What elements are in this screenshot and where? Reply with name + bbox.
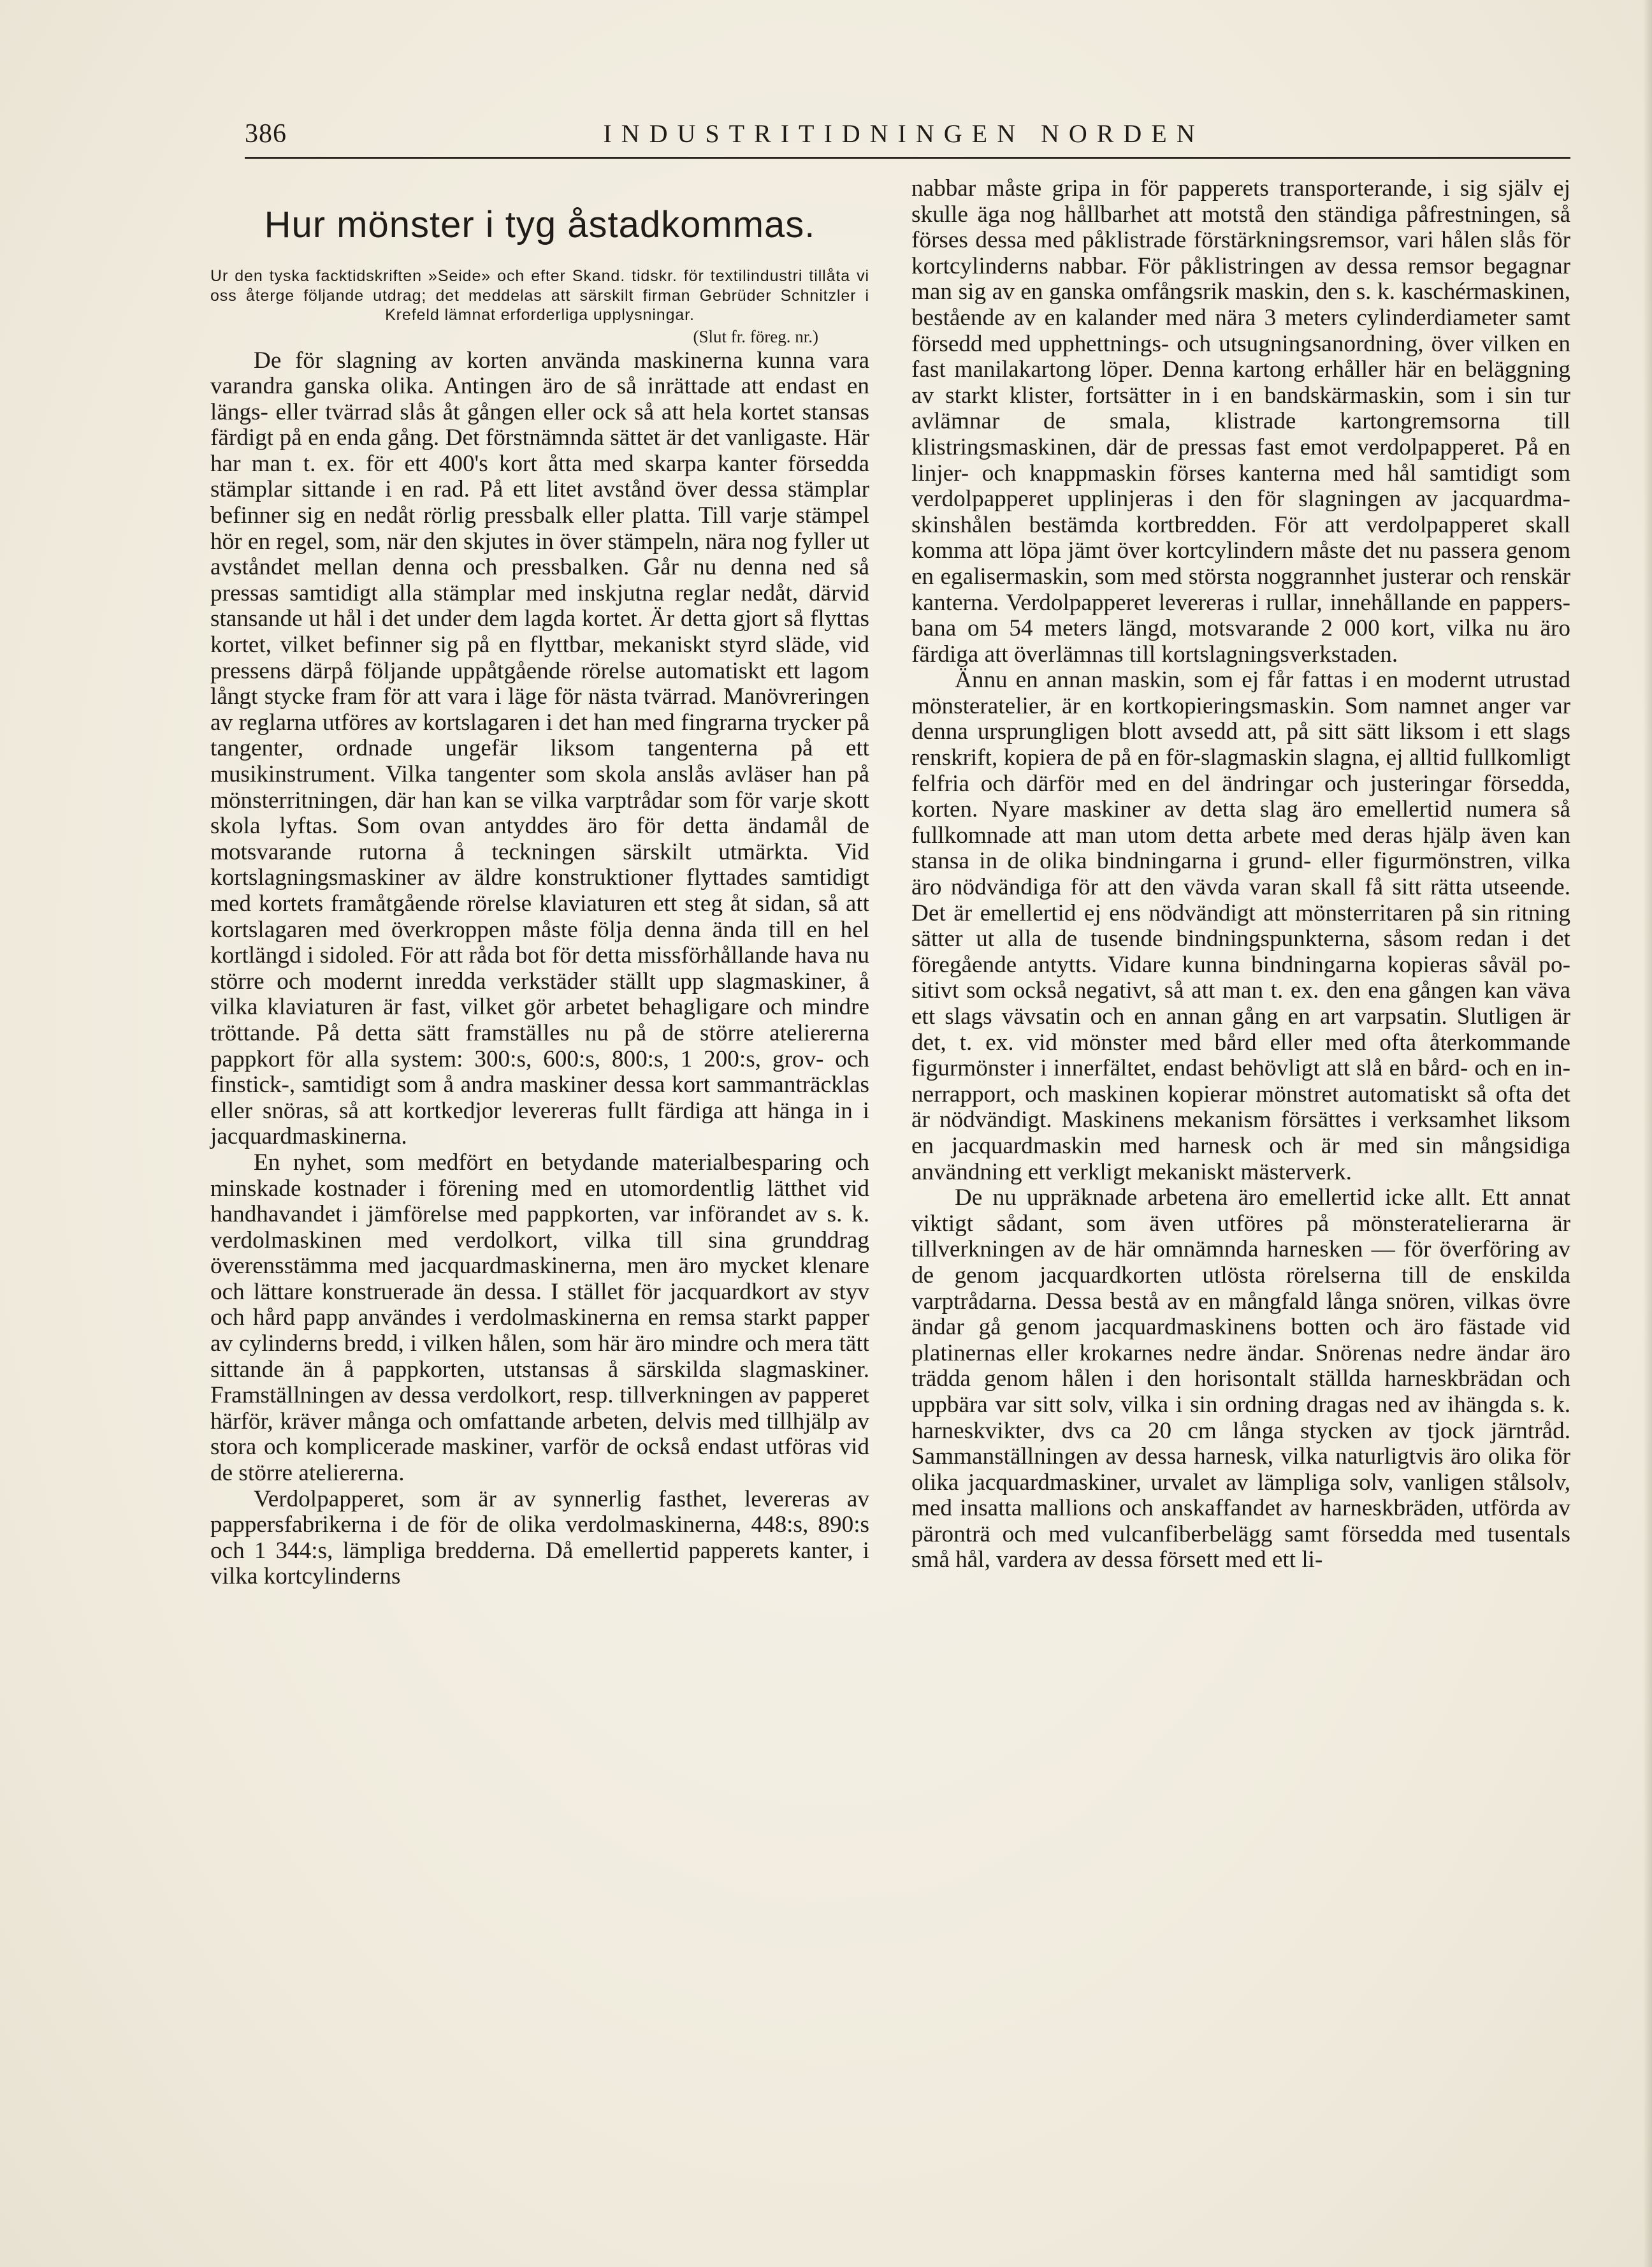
running-title: INDUSTRITIDNINGEN NORDEN [603, 119, 1205, 148]
scan-edge-shadow [1643, 0, 1652, 2267]
body-paragraph: En nyhet, som medfört en betydande materialbesparing och minskade kostnader i förening med en utomordentlig lätthet vid handhavandet i jämförelse med pappkorten, var införandet av s. k. verdolmaskinen med verdolkort, vilka till sina grunddrag överensstämma med jacquardmaskinerna, men äro mycket klenare och lättare konstruerade än dessa. I stället för jacquardkort av styv och hård papp användes i verdolmaskinerna en remsa starkt papper av cylinderns bredd, i vilken hålen, som här äro mindre och mera tätt sittande än å pappkorten, utstansas å särskilda slagmaskiner. Framställningen av dessa verdolkort, resp. tillverkningen av papperet härför, kräver många och omfattande arbeten, delvis med tillhjälp av stora och komplicerade maskiner, varför de också endast utföras vid de större ateliererna. [210, 1149, 869, 1487]
body-paragraph-continued: nabbar måste gripa in för papperets transporterande, i sig själv ej skulle äga nog hållbarhet att motstå den ständiga påfrestningen, så förses dessa med påklistrade förstärkningsremsor, vari hålen slås för kortcylinderns nabbar. För påklistringen av dessa remsor begagnar man sig av en ganska omfångsrik maskin, den s. k. kaschérmaskinen, bestående av en kalander med nära 3 meters cylinderdiameter samt försedd med upphettnings- och utsugningsanordning, över vilken en fast manilakartong löper. Denna kartong erhåller här en beläggning av starkt klister, fortsätter in i en bandskärmaskin, som i sin tur avlämnar de smala, klistrade kartongremsorna till klistringsmaskinen, där de pressas fast emot verdolpapperet. På en linjer- och knappmaskin förses kanterna med hål samtidigt som verdolpapperet upplinjeras i den för slagningen av jacquardmaskinshålen bestämda kortbredden. För att verdolpapperet skall komma att löpa jämt över kortcylindern måste det nu passera genom en egalisermaskin, som med största noggrannhet justerar och renskär kanterna. Verdolpapperet levereras i rullar, innehållande en pappersbana om 54 meters längd, motsvarande 2 000 kort, vilka nu äro färdiga att överlämnas till kortslagningsverkstaden. [911, 175, 1570, 667]
page-header [245, 119, 1435, 157]
body-paragraph: De för slagning av korten använda maskinerna kunna vara varandra ganska olika. Antingen äro de så inrättade att endast en längs- eller tvärrad slås åt gången eller ock så att hela kortet stansas färdigt på en enda gång. Det förstnämnda sättet är det vanligaste. Här har man t. ex. för ett 400's kort åtta med skarpa kanter försedda stämplar sittande i en rad. På ett litet avstånd över dessa stämplar befinner sig en nedåt rörlig pressbalk eller platta. Till varje stämpel hör en regel, som, när den skjutes in över stämpeln, nära nog fyller ut avståndet mellan denna och pressbalken. Går nu denna ned så pressas samtidigt alla stämplar med inskjutna reglar nedåt, därvid stansande ut hål i det under dem lagda kortet. Är detta gjort så flyttas kortet, vilket befinner sig på en flyttbar, mekaniskt styrd släde, vid pressens därpå följande uppåtgående rörelse automatiskt ett lagom långt stycke fram för att vara i läge för nästa tvärrad. Manövreringen av reglarna utföres av kortslagaren i det han med fingrarna trycker på tangenter, ordnade ungefär liksom tangenterna på ett musikinstrument. Vilka tangenter som skola anslås avläser han på mönsterritningen, där han kan se vilka varptrådar som för varje skott skola lyftas. Som ovan antyddes äro för detta ändamål de motsvarande rutorna å teckningen särskilt utmärkta. Vid kortslagningsmaskiner av äldre konstruktioner flyttades samtidigt med kortets framåtgående rörelse klaviaturen ett steg åt sidan, så att kortslagaren med överkroppen måste följa denna ända till en hel kortlängd i sidoled. För att råda bot för detta missförhållande hava nu större och modernt inredda verkstäder ställt upp slagmaskiner, å vilka klaviaturen är fast, vilket gör arbetet behagligare och mindre tröttande. På detta sätt framställes nu på de större ateliererna pappkort för alla system: 300:s, 600:s, 800:s, 1 200:s, grov- och finstick-, samtidigt som å andra maskiner dessa kort sammanträcklas eller snöras, så att kortkedjor levereras fullt färdiga att hänga in i jacquardmaskinerna. [210, 347, 869, 1150]
header-divider [245, 157, 1570, 159]
page-number: 386 [245, 119, 287, 149]
article-intro: Ur den tyska facktidskriften »Seide» och efter Skand. tidskr. för textilindustri tillåta vi oss återge följande utdrag; det meddelas att särskilt firman Gebrüder Schnitzler i Krefeld lämnat erforderliga upplysningar. [210, 267, 869, 324]
article-title: Hur mönster i tyg åstadkommas. [264, 204, 816, 245]
right-column [911, 176, 1570, 1573]
left-column [210, 172, 869, 1590]
continuation-note: (Slut fr. föreg. nr.) [693, 326, 818, 346]
body-paragraph: Ännu en annan maskin, som ej får fattas i en modernt utrustad mönsteratelier, är en kortkopieringsmaskin. Som namnet anger var denna ursprungligen blott avsedd att, på sitt sätt liksom i ett slags renskrift, kopiera de på en för-slagmaskin slagna, ej alltid fullkomligt felfria och därför med en del ändringar och justeringar försedda, korten. Nyare maskiner av detta slag äro emellertid numera så fullkomnade att man utom detta arbete med deras hjälp även kan stansa in de olika bindningarna i grund- eller figurmönstren, vilka äro nödvändiga för att den vävda varan skall få sitt rätta utseende. Det är emellertid ej ens nödvändigt att mönsterritaren på sin ritning sätter ut alla de tusende bindningspunkterna, såsom redan i det föregående antytts. Vidare kunna bindningarna kopieras såväl positivt som också negativt, så att man t. ex. den ena gången kan väva ett slags vävsatin och en annan gång en art varpsatin. Slutligen är det, t. ex. vid mönster med bård eller med ofta återkommande figurmönster i innerfältet, endast behövligt att slå en bård- och en innerrapport, och maskinen kopierar mönstret automatiskt så ofta det är nödvändigt. Maskinens mekanism försättes i verksamhet liksom en jacquardmaskin med harnesk och är med sin mångsidiga användning ett verkligt mekaniskt mästerverk. [911, 667, 1570, 1185]
body-paragraph: Verdolpapperet, som är av synnerlig fasthet, levereras av pappersfabrikerna i de för de olika verdolmaskinerna, 448:s, 890:s och 1 344:s, lämpliga bredderna. Då emellertid papperets kanter, i vilka kortcylinderns [210, 1485, 869, 1590]
body-paragraph: De nu uppräknade arbetena äro emellertid icke allt. Ett annat viktigt sådant, som även utföres på mönsteratelierarna är tillverkningen av de här omnämnda harnesken — för överföring av de genom jacquardkorten utlösta rörelserna till de enskilda varptrådarna. Dessa bestå av en mångfald långa snören, vilkas övre ändar gå genom jacquardmaskinens botten och äro fästade vid platinernas eller krokarnes nedre ändar. Snörenas nedre ändar äro trädda genom hålen i den horisontalt ställda harneskbrädan och uppbära var sitt solv, vilka i sin ordning dragas ned av ihängda s. k. harneskvikter, dvs ca 20 cm långa stycken av tjock järntråd. Sammanställningen av dessa harnesk, vilka naturligtvis äro olika för olika jacquardmaskiner, urvalet av lämpliga solv, vanligen stålsolv, med insatta mallions och anskaffandet av harneskbräden, utförda av päronträ och med vulcanfiberbelägg samt försedda med tusentals små hål, vardera av dessa försett med ett li- [911, 1185, 1570, 1573]
